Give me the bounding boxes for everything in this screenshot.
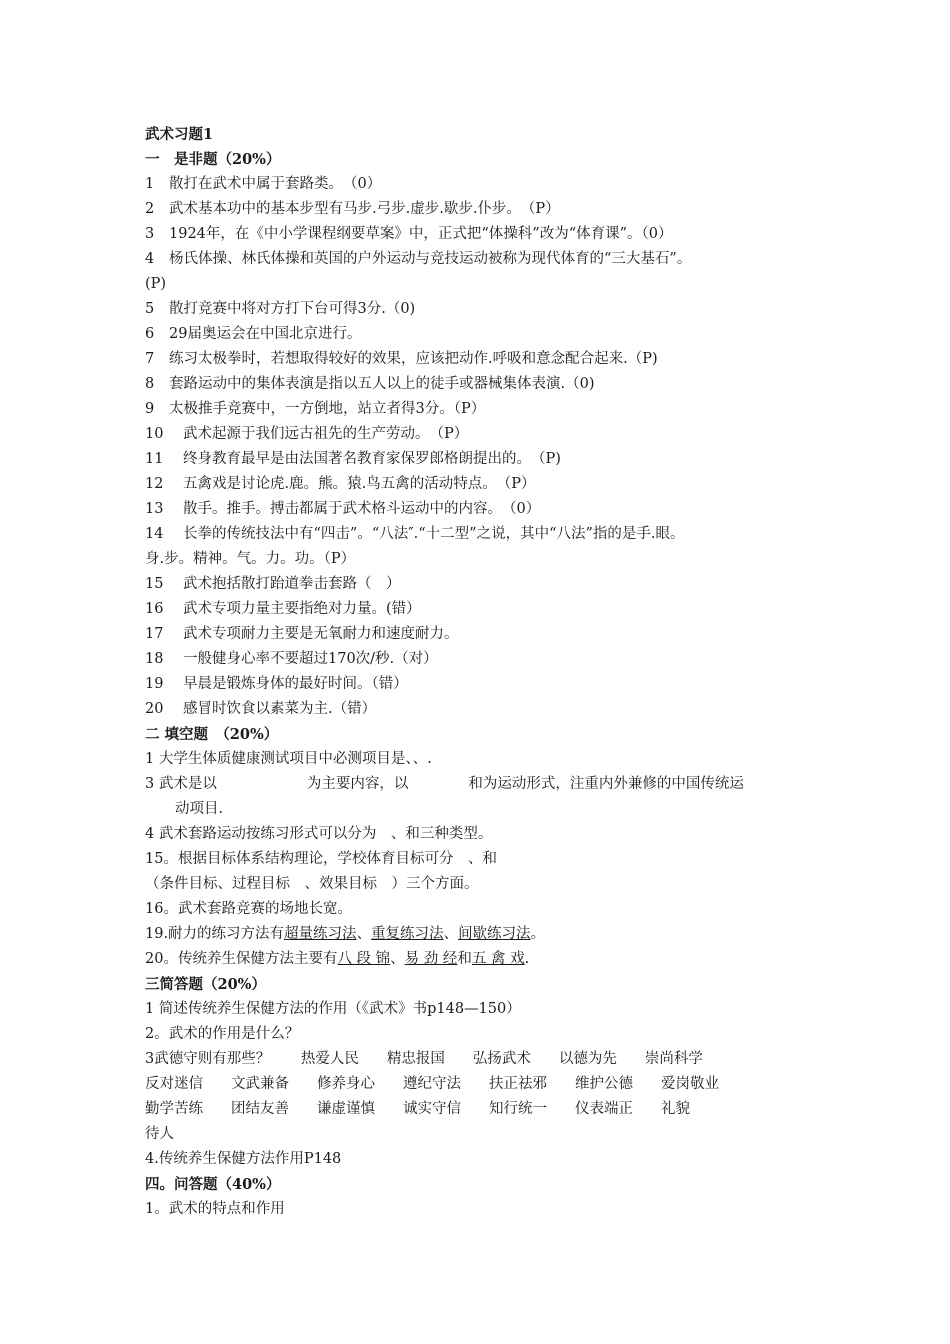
item-text: 长拳的传统技法中有“四击”。“八法″.“十二型”之说，其中“八法”指的是手.眼。 <box>183 526 685 542</box>
item-text: 五禽戏是讨论虎.鹿。熊。猿.鸟五禽的活动特点。 （P） <box>183 476 536 492</box>
item-text: 武术专项力量主要指绝对力量。(错） <box>183 601 421 617</box>
virtue-item: 礼貌 <box>661 1101 690 1117</box>
virtue-item: 以德为先 <box>558 1051 617 1067</box>
fill-blank-q3-cont: 动项目. <box>175 801 224 817</box>
virtue-item: 谦虚谨慎 <box>317 1101 375 1117</box>
q20-answer-b: 易 劲 经 <box>404 951 458 967</box>
item-text: 练习太极拳时，若想取得较好的效果，应该把动作.呼吸和意念配合起来.（P) <box>169 351 658 367</box>
q19-answer-a: 超量练习法 <box>284 926 357 942</box>
q20-sep1: 、 <box>390 951 405 967</box>
virtues-row-3 <box>145 1097 835 1122</box>
true-false-item <box>145 472 835 497</box>
virtues-row-4: 待人 <box>145 1126 174 1142</box>
true-false-item <box>145 447 835 472</box>
item-number: 17 <box>145 626 164 642</box>
item-continuation: (P) <box>145 276 167 292</box>
item-text: 武术起源于我们远古祖先的生产劳动。 （P） <box>183 426 469 442</box>
q20-end: . <box>524 951 530 967</box>
document-title: 武术习题1 <box>145 126 214 143</box>
fill-blank-q1: 1 大学生体质健康测试项目中必测项目是、、. <box>145 751 432 767</box>
true-false-list <box>145 172 835 722</box>
fill-blank-q16: 16。武术套路竞赛的场地长宽。 <box>145 901 352 917</box>
true-false-item <box>145 197 835 222</box>
item-text: 29届奥运会在中国北京进行。 <box>169 326 362 342</box>
section-heading-fill-blank: 二 填空题 （20%） <box>145 726 279 743</box>
item-number: 7 <box>145 351 155 367</box>
item-text: 套路运动中的集体表演是指以五人以上的徒手或器械集体表演.（0) <box>169 376 595 392</box>
true-false-item <box>145 172 835 197</box>
item-number: 4 <box>145 251 155 267</box>
true-false-item <box>145 572 835 597</box>
true-false-item <box>145 347 835 372</box>
item-text: 太极推手竞赛中，一方倒地，站立者得3分。（P） <box>169 401 486 417</box>
item-number: 9 <box>145 401 155 417</box>
item-text: 散打竞赛中将对方打下台可得3分.（0) <box>169 301 416 317</box>
q3-end: 和为运动形式，注重内外兼修的中国传统运 <box>468 776 744 792</box>
true-false-item <box>145 372 835 397</box>
item-number: 14 <box>145 526 164 542</box>
true-false-item <box>145 297 835 322</box>
virtue-item: 文武兼备 <box>231 1076 289 1092</box>
item-text: 武术专项耐力主要是无氧耐力和速度耐力。 <box>183 626 459 642</box>
item-number: 2 <box>145 201 155 217</box>
item-text: 感冒时饮食以素菜为主.（错） <box>183 701 377 717</box>
true-false-item <box>145 497 835 522</box>
virtue-item: 仪表端正 <box>575 1101 633 1117</box>
virtue-item: 勤学苦练 <box>145 1101 203 1117</box>
virtues-row-1 <box>145 1047 835 1072</box>
item-number: 12 <box>145 476 164 492</box>
item-text: 武术基本功中的基本步型有马步.弓步.虚步.歇步.仆步。 （P） <box>169 201 560 217</box>
short-answer-q3-label: 3武德守则有那些？ <box>145 1051 271 1067</box>
section-heading-true-false: 一 是非题（20%） <box>145 151 281 168</box>
q20-answer-c: 五 禽 戏 <box>471 951 525 967</box>
virtue-item: 维护公德 <box>575 1076 633 1092</box>
item-continuation: 身.步。精神。气。力。功。（P） <box>145 551 356 567</box>
true-false-item <box>145 622 835 647</box>
q19-prefix: 19.耐力的练习方法有 <box>145 926 285 942</box>
q3-mid: 为主要内容，以 <box>306 776 409 792</box>
q19-end: 。 <box>530 926 546 942</box>
item-number: 1 <box>145 176 155 192</box>
item-number: 13 <box>145 501 164 517</box>
item-text: 终身教育最早是由法国著名教育家保罗郎格朗提出的。 （P) <box>183 451 561 467</box>
fill-blank-q19 <box>145 922 835 947</box>
item-text: 1924年，在《中小学课程纲要草案》中，正式把“体操科”改为“体育课”。（0） <box>169 226 673 242</box>
fill-blank-q3 <box>145 772 835 797</box>
q20-answer-a: 八 段 锦 <box>337 951 391 967</box>
virtue-item: 诚实守信 <box>403 1101 461 1117</box>
q19-sep2: 、 <box>443 926 459 942</box>
item-number: 6 <box>145 326 155 342</box>
short-answer-q2: 2。武术的作用是什么？ <box>145 1026 300 1042</box>
item-number: 18 <box>145 651 164 667</box>
q3-prefix: 3 武术是以 <box>145 776 217 792</box>
section-heading-essay: 四。问答题（40%） <box>145 1176 281 1193</box>
true-false-item <box>145 422 835 447</box>
section-heading-short-answer: 三简答题（20%） <box>145 976 266 993</box>
virtue-item: 知行统一 <box>489 1101 547 1117</box>
true-false-item <box>145 522 835 547</box>
virtue-item: 精忠报国 <box>386 1051 445 1067</box>
virtue-item: 团结友善 <box>231 1101 289 1117</box>
item-number: 20 <box>145 701 164 717</box>
item-number: 11 <box>145 451 164 467</box>
q19-answer-c: 间歇练习法 <box>458 926 531 942</box>
item-number: 10 <box>145 426 164 442</box>
true-false-item <box>145 697 835 722</box>
virtue-item: 遵纪守法 <box>403 1076 461 1092</box>
q19-answer-b: 重复练习法 <box>371 926 444 942</box>
virtue-item: 崇尚科学 <box>644 1051 703 1067</box>
virtues-row-2 <box>145 1072 835 1097</box>
q20-sep2: 和 <box>457 951 472 967</box>
item-number: 16 <box>145 601 164 617</box>
true-false-item <box>145 672 835 697</box>
short-answer-q4: 4.传统养生保健方法作用P148 <box>145 1151 342 1167</box>
virtue-item: 修养身心 <box>317 1076 375 1092</box>
virtue-item: 热爱人民 <box>300 1051 359 1067</box>
true-false-item <box>145 247 835 272</box>
true-false-item <box>145 597 835 622</box>
virtue-item: 扶正祛邪 <box>489 1076 547 1092</box>
true-false-item <box>145 397 835 422</box>
q20-prefix: 20。传统养生保健方法主要有 <box>145 951 338 967</box>
item-text: 早晨是锻炼身体的最好时间。（错） <box>183 676 408 692</box>
fill-blank-q15b: （条件目标、过程目标 、效果目标 ）三个方面。 <box>145 876 479 892</box>
virtue-item: 反对迷信 <box>145 1076 203 1092</box>
fill-blank-q4: 4 武术套路运动按练习形式可以分为 、和三种类型。 <box>145 826 493 842</box>
item-number: 19 <box>145 676 164 692</box>
true-false-item <box>145 322 835 347</box>
item-text: 散手。推手。搏击都属于武术格斗运动中的内容。 （0） <box>183 501 541 517</box>
item-number: 3 <box>145 226 155 242</box>
item-text: 散打在武术中属于套路类。 （0） <box>169 176 382 192</box>
fill-blank-q20 <box>145 947 835 972</box>
item-text: 武术抱括散打跆道拳击套路（ ） <box>183 576 401 592</box>
virtue-item: 爱岗敬业 <box>661 1076 719 1092</box>
item-text: 一般健身心率不要超过170次/秒.（对） <box>183 651 438 667</box>
essay-q1: 1。武术的特点和作用 <box>145 1201 285 1217</box>
short-answer-q1: 1 简述传统养生保健方法的作用（《武术》书p148—150） <box>145 1001 521 1017</box>
q19-sep1: 、 <box>356 926 372 942</box>
item-text: 杨氏体操、林氏体操和英国的户外运动与竞技运动被称为现代体育的“三大基石”。 <box>169 251 692 267</box>
item-number: 8 <box>145 376 155 392</box>
fill-blank-q15a: 15。根据目标体系结构理论，学校体育目标可分 、和 <box>145 851 497 867</box>
true-false-item <box>145 647 835 672</box>
item-number: 15 <box>145 576 164 592</box>
document-page <box>145 122 835 1222</box>
virtue-item: 弘扬武术 <box>472 1051 531 1067</box>
item-number: 5 <box>145 301 155 317</box>
true-false-item <box>145 222 835 247</box>
